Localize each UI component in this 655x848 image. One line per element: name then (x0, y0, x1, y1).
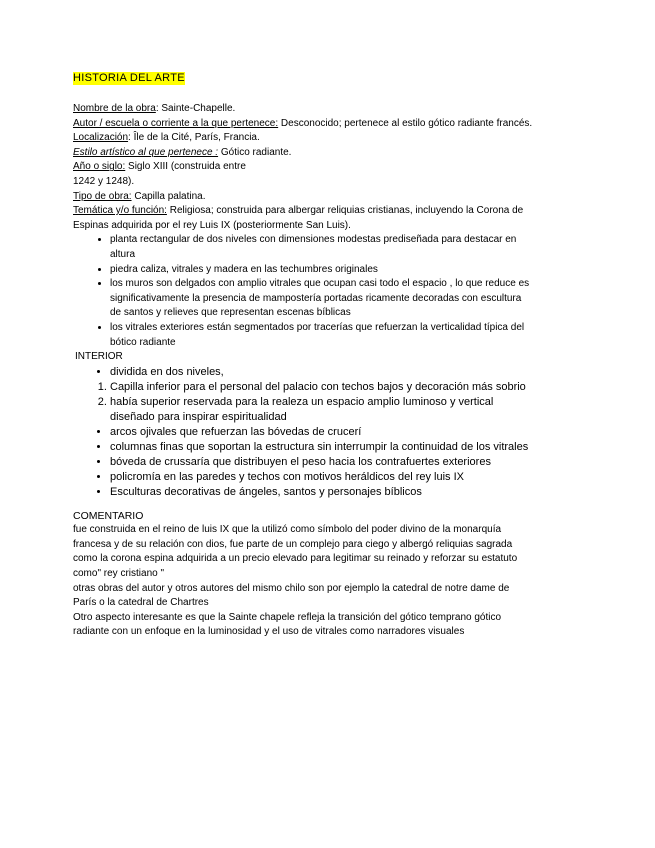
list-item: • Esculturas decorativas de ángeles, santos y personajes bíblicos (110, 485, 533, 500)
field-label: Autor / escuela o corriente a la que pertenece: (73, 117, 279, 129)
list-item: • planta rectangular de dos niveles con dimensiones modestas prediseñada para destacar en altura (110, 233, 533, 262)
field-label: Estilo artístico al que pertenece : (73, 146, 219, 158)
field-autor (73, 117, 533, 132)
list-item: • piedra caliza, vitrales y madera en las techumbres originales (110, 263, 533, 278)
field-value: Gótico radiante. (218, 146, 292, 158)
list-item: • policromía en las paredes y techos con motivos heráldicos del rey luis IX (110, 470, 533, 485)
field-label: Nombre de la obra (73, 103, 156, 114)
field-value: Desconocido; pertenece al estilo gótico radiante francés. (278, 117, 533, 129)
list-item: • los muros son delgados con amplio vitrales que ocupan casi todo el espacio , lo que reduce es significativamente la presencia de mampostería portadas ricamente decoradas con escultura de santos y relieves que representan escenas bíblicas (110, 277, 533, 321)
field-value: Île de la Cité, París, Francia. (130, 132, 260, 144)
list-item: • los vitrales exteriores están segmentados por tracerías que refuerzan la verticalidad típica del bótico radiante (110, 321, 533, 350)
field-tipo (73, 190, 533, 205)
list-item: • dividida en dos niveles, (110, 365, 533, 380)
field-label: Tipo de obra: (73, 190, 132, 202)
exterior-list (73, 233, 533, 350)
field-value: Capilla palatina. (131, 190, 206, 202)
field-value: Sainte-Chapelle. (158, 103, 236, 114)
interior-list-top (73, 365, 533, 380)
document-page (73, 72, 533, 640)
page-title: HISTORIA DEL ARTE (73, 72, 185, 84)
field-nombre: Nombre de la obra: Sainte-Chapelle. (73, 103, 236, 114)
field-ano (73, 160, 533, 175)
field-tematica (73, 204, 533, 233)
field-value: Siglo XIII (construida entre (125, 161, 246, 173)
comment-heading: COMENTARIO (73, 509, 144, 522)
field-value: 1242 y 1248). (73, 175, 135, 187)
list-item: • arcos ojivales que refuerzan las bóvedas de crucerí (110, 425, 533, 440)
list-item: • columnas finas que soportan la estructura sin interrumpir la continuidad de los vitrales (110, 440, 533, 455)
field-label: Temática y/o función: (73, 205, 167, 217)
field-estilo (73, 146, 533, 161)
field-label: Localización (73, 132, 129, 144)
list-item: 2. había superior reservada para la realeza un espacio amplio luminoso y vertical diseñado para inspirar espiritualidad (110, 395, 533, 425)
interior-list (73, 425, 533, 500)
comment-paragraph: Otro aspecto interesante es que la Sainte chapele refleja la transición del gótico temprano gótico radiante con un enfoque en la luminosidad y el uso de vitrales como narradores visuales (73, 611, 502, 638)
field-ano-cont (73, 175, 533, 190)
fields-block (73, 102, 533, 233)
comment-paragraph: fue construida en el reino de luis IX que la utilizó como símbolo del poder divino de la monarquía francesa y de su relación con dios, fue parte de un complejo para ciego y albergó reliquias sagrada como la corona espina adquirida a un precio elevado para legitimar su reinado y reforzar su estatuto como" rey cristiano " (73, 524, 518, 580)
field-label: Año o siglo: (73, 161, 126, 173)
list-item: 1. Capilla inferior para el personal del palacio con techos bajos y decoración más sobrio (110, 380, 533, 395)
list-item: • bóveda de crussaría que distribuyen el peso hacia los contrafuertes exteriores (110, 455, 533, 470)
interior-numbered-list (73, 380, 533, 425)
field-value: Religiosa; construida para albergar reliquias cristianas, incluyendo la Corona de Espinas adquirida por el rey Luis IX (posteriormente San Luis). (73, 205, 524, 231)
field-localizacion: Localización: Île de la Cité, París, Francia. (73, 132, 260, 144)
interior-heading: INTERIOR (75, 351, 123, 363)
interior-block (73, 365, 533, 500)
comment-paragraph: otras obras del autor y otros autores del mismo chilo son por ejemplo la catedral de notre dame de París o la catedral de Chartres (73, 582, 510, 609)
